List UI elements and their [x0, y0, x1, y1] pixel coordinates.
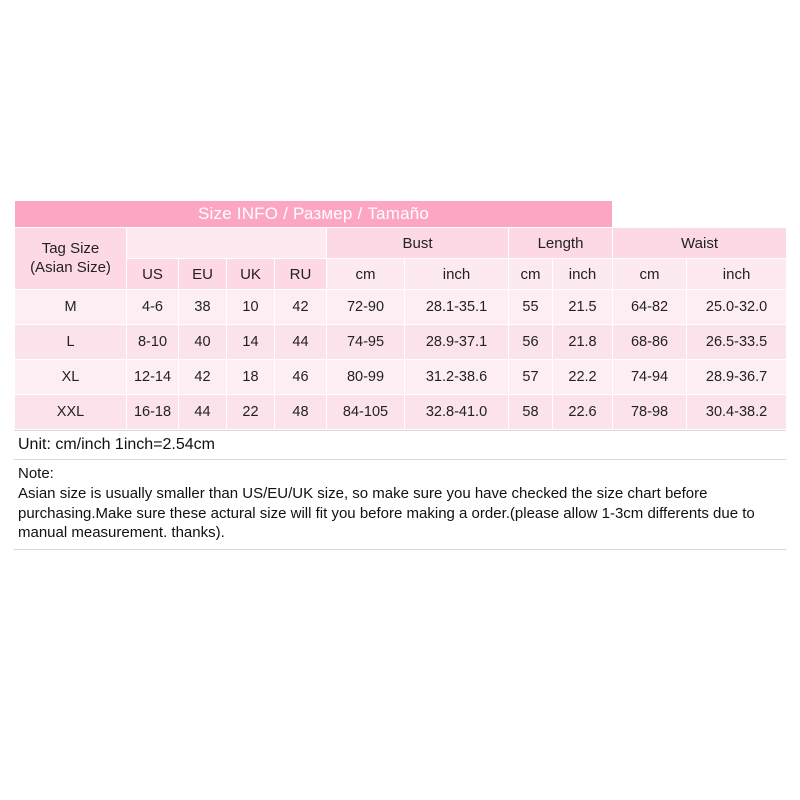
cell-length-inch: 22.2: [553, 360, 613, 395]
cell-length-inch: 21.5: [553, 290, 613, 325]
header-ru: RU: [275, 259, 327, 290]
cell-waist-cm: 74-94: [613, 360, 687, 395]
cell-ru: 46: [275, 360, 327, 395]
cell-length-inch: 22.6: [553, 395, 613, 430]
cell-us: 16-18: [127, 395, 179, 430]
cell-length-cm: 55: [509, 290, 553, 325]
cell-bust-cm: 80-99: [327, 360, 405, 395]
table-title-row: [15, 201, 787, 228]
cell-us: 12-14: [127, 360, 179, 395]
note-label: Note:: [18, 465, 54, 482]
cell-ru: 48: [275, 395, 327, 430]
title-blank-cell: [613, 201, 787, 228]
header-uk: UK: [227, 259, 275, 290]
table-row: [15, 325, 787, 360]
cell-waist-cm: 68-86: [613, 325, 687, 360]
cell-ru: 42: [275, 290, 327, 325]
cell-uk: 10: [227, 290, 275, 325]
header-tag-size: [15, 228, 127, 290]
cell-tag-size: XL: [15, 360, 127, 395]
table-row: [15, 290, 787, 325]
size-table: [14, 200, 787, 430]
header-length-cm: cm: [509, 259, 553, 290]
cell-us: 8-10: [127, 325, 179, 360]
size-chart-container: [14, 200, 786, 550]
cell-ru: 44: [275, 325, 327, 360]
cell-waist-inch: 26.5-33.5: [687, 325, 787, 360]
note-block: [14, 460, 786, 550]
header-eu: EU: [179, 259, 227, 290]
cell-bust-cm: 84-105: [327, 395, 405, 430]
cell-bust-inch: 32.8-41.0: [405, 395, 509, 430]
unit-note: Unit: cm/inch 1inch=2.54cm: [14, 430, 786, 460]
cell-us: 4-6: [127, 290, 179, 325]
cell-waist-inch: 30.4-38.2: [687, 395, 787, 430]
cell-eu: 38: [179, 290, 227, 325]
cell-waist-inch: 28.9-36.7: [687, 360, 787, 395]
cell-eu: 44: [179, 395, 227, 430]
table-row: [15, 360, 787, 395]
header-waist-cm: cm: [613, 259, 687, 290]
cell-waist-cm: 64-82: [613, 290, 687, 325]
chart-title: Size INFO / Размер / Tamaño: [15, 201, 613, 228]
header-tag-size-line1: Tag Size: [41, 239, 100, 257]
cell-tag-size: M: [15, 290, 127, 325]
header-length-inch: inch: [553, 259, 613, 290]
cell-waist-inch: 25.0-32.0: [687, 290, 787, 325]
cell-waist-cm: 78-98: [613, 395, 687, 430]
header-region-group: [127, 228, 327, 259]
header-bust-inch: inch: [405, 259, 509, 290]
cell-length-inch: 21.8: [553, 325, 613, 360]
cell-uk: 18: [227, 360, 275, 395]
header-length: Length: [509, 228, 613, 259]
note-text: Asian size is usually smaller than US/EU/UK size, so make sure you have checked the size chart before purchasing.Make sure these actural size will fit you before making a order.(please allow 1-3cm differents due to manual measurement. thanks).: [18, 484, 755, 542]
cell-length-cm: 57: [509, 360, 553, 395]
cell-bust-cm: 74-95: [327, 325, 405, 360]
cell-length-cm: 58: [509, 395, 553, 430]
cell-eu: 42: [179, 360, 227, 395]
header-bust-cm: cm: [327, 259, 405, 290]
header-tag-size-line2: (Asian Size): [30, 258, 111, 276]
cell-tag-size: L: [15, 325, 127, 360]
group-header-row: [15, 228, 787, 259]
cell-uk: 22: [227, 395, 275, 430]
cell-length-cm: 56: [509, 325, 553, 360]
cell-bust-inch: 28.9-37.1: [405, 325, 509, 360]
cell-bust-inch: 28.1-35.1: [405, 290, 509, 325]
table-row: [15, 395, 787, 430]
cell-bust-inch: 31.2-38.6: [405, 360, 509, 395]
header-bust: Bust: [327, 228, 509, 259]
header-waist-inch: inch: [687, 259, 787, 290]
header-waist: Waist: [613, 228, 787, 259]
sub-header-row: [15, 259, 787, 290]
header-us: US: [127, 259, 179, 290]
cell-eu: 40: [179, 325, 227, 360]
cell-uk: 14: [227, 325, 275, 360]
cell-bust-cm: 72-90: [327, 290, 405, 325]
cell-tag-size: XXL: [15, 395, 127, 430]
